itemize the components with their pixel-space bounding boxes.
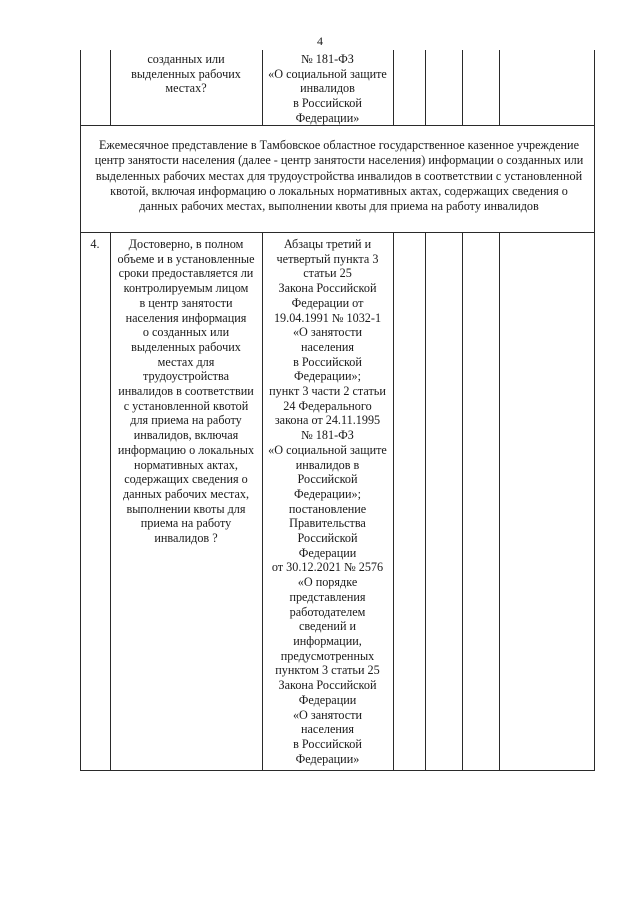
table-border-line — [110, 50, 111, 126]
section-caption: Ежемесячное представление в Тамбовское областное государственное казенное учреждение центр занятости населения (далее - центр занятости населения) информации о созданных или выделенных рабочих местах для трудоустройства инвалидов в соответствии с установленной квотой, включая информацию о локальных нормативных актах, содержащих сведения о данных рабочих местах, выполнении квоты для приема на работу инвалидов — [94, 138, 584, 214]
top-row-question: созданных или выделенных рабочих местах? — [131, 52, 241, 96]
table-border-line — [262, 50, 263, 126]
table-border-line — [499, 50, 500, 126]
table-border-line — [393, 50, 394, 126]
table-border-line — [80, 50, 81, 771]
table-border-line — [425, 50, 426, 126]
top-row-law-reference: № 181-ФЗ «О социальной защите инвалидов в Российской Федерации» — [268, 52, 387, 125]
table-border-line — [462, 232, 463, 771]
page-number: 4 — [317, 34, 323, 48]
table-border-line — [425, 232, 426, 771]
table-border-line — [393, 232, 394, 771]
table-border-line — [462, 50, 463, 126]
table-border-line — [594, 50, 595, 771]
row-law-reference: Абзацы третий и четвертый пункта 3 статьи 25 Закона Российской Федерации от 19.04.1991 № 1032-1 «О занятости населения в Российской Федерации»; пункт 3 части 2 статьи 24 Федерального закона от 24.11.1995 № 181-ФЗ «О социальной защите инвалидов в Российской Федерации»; постановление Правительства Российской Федерации от 30.12.2021 № 2576 «О порядке представления работодателем сведений и информации, предусмотренных пунктом 3 статьи 25 Закона Российской Федерации «О занятости населения в Российской Федерации» — [268, 237, 387, 766]
table-border-line — [110, 232, 111, 771]
table-border-line — [262, 232, 263, 771]
row-number: 4. — [90, 237, 100, 251]
row-question: Достоверно, в полном объеме и в установленные сроки предоставляется ли контролируемым лицом в центр занятости населения информация о созданных или выделенных рабочих местах для трудоустройства инвалидов в соответствии с установленной квотой для приема на работу инвалидов, включая информацию о локальных нормативных актах, содержащих сведения о данных рабочих местах, выполнении квоты для приема на работу инвалидов ? — [117, 237, 255, 546]
table-border-line — [499, 232, 500, 771]
table-border-line — [80, 232, 595, 233]
table-border-line — [80, 770, 595, 771]
